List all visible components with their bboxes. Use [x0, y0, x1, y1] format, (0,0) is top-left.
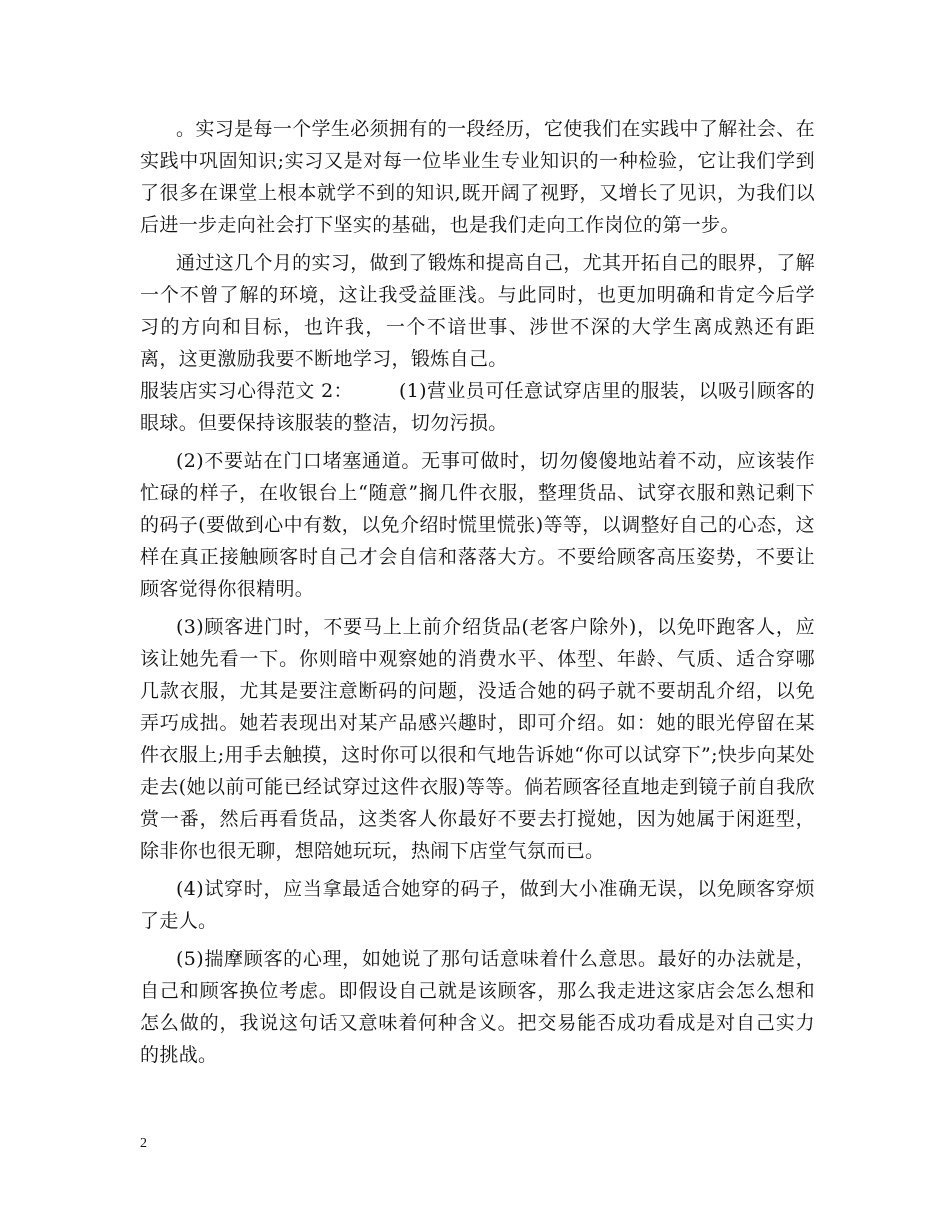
tip-item-5: (5)揣摩顾客的心理，如她说了那句话意味着什么意思。最好的办法就是，自己和顾客换位考虑。即假设自己就是该顾客，那么我走进这家店会怎么想和怎么做的，我说这句话又意味着何种含义。把交易能否成功看成是对自己实力的挑战。 — [140, 948, 815, 1066]
paragraph-internship-summary: 通过这几个月的实习，做到了锻炼和提高自己，尤其开拓自己的眼界，了解一个不曾了解的环境，这让我受益匪浅。与此同时，也更加明确和肯定今后学习的方向和目标，也许我，一个不谙世事、涉世不深的大学生离成熟还有距离，这更激励我要不断地学习，锻炼自己。 — [140, 252, 815, 370]
tip-item-2: (2)不要站在门口堵塞通道。无事可做时，切勿傻傻地站着不动，应该装作忙碌的样子，在收银台上“随意”搁几件衣服，整理货品、试穿衣服和熟记剩下的码子(要做到心中有数，以免介绍时慌里慌张)等等，以调整好自己的心态，这样在真正接触顾客时自己才会自信和落落大方。不要给顾客高压姿势，不要让顾客觉得你很精明。 — [140, 450, 815, 600]
document-body — [140, 113, 815, 1071]
tip-item-4: (4)试穿时，应当拿最适合她穿的码子，做到大小准确无误，以免顾客穿烦了走人。 — [140, 878, 815, 932]
page-number: 2 — [140, 1136, 147, 1151]
section-heading: 服装店实习心得范文 2： — [140, 380, 353, 402]
paragraph-internship-intro: 。实习是每一个学生必须拥有的一段经历，它使我们在实践中了解社会、在实践中巩固知识;实习又是对每一位毕业生专业知识的一种检验，它让我们学到了很多在课堂上根本就学不到的知识,既开阔了视野，又增长了见识，为我们以后进一步走向社会打下坚实的基础，也是我们走向工作岗位的第一步。 — [140, 118, 815, 236]
tip-item-3: (3)顾客进门时，不要马上上前介绍货品(老客户除外)，以免吓跑客人，应该让她先看一下。你则暗中观察她的消费水平、体型、年龄、气质、适合穿哪几款衣服，尤其是要注意断码的问题，没适合她的码子就不要胡乱介绍，以免弄巧成拙。她若表现出对某产品感兴趣时，即可介绍。如：她的眼光停留在某件衣服上;用手去触摸，这时你可以很和气地告诉她“你可以试穿下”;快步向某处走去(她以前可能已经试穿过这件衣服)等等。倘若顾客径直地走到镜子前自我欣赏一番，然后再看货品，这类客人你最好不要去打搅她，因为她属于闲逛型，除非你也很无聊，想陪她玩玩，热闹下店堂气氛而已。 — [140, 616, 815, 862]
tip-item-1: (1)营业员可任意试穿店里的服装，以吸引顾客的眼球。但要保持该服装的整洁，切勿污损。 — [140, 380, 815, 434]
section-heading-paragraph — [140, 375, 815, 439]
